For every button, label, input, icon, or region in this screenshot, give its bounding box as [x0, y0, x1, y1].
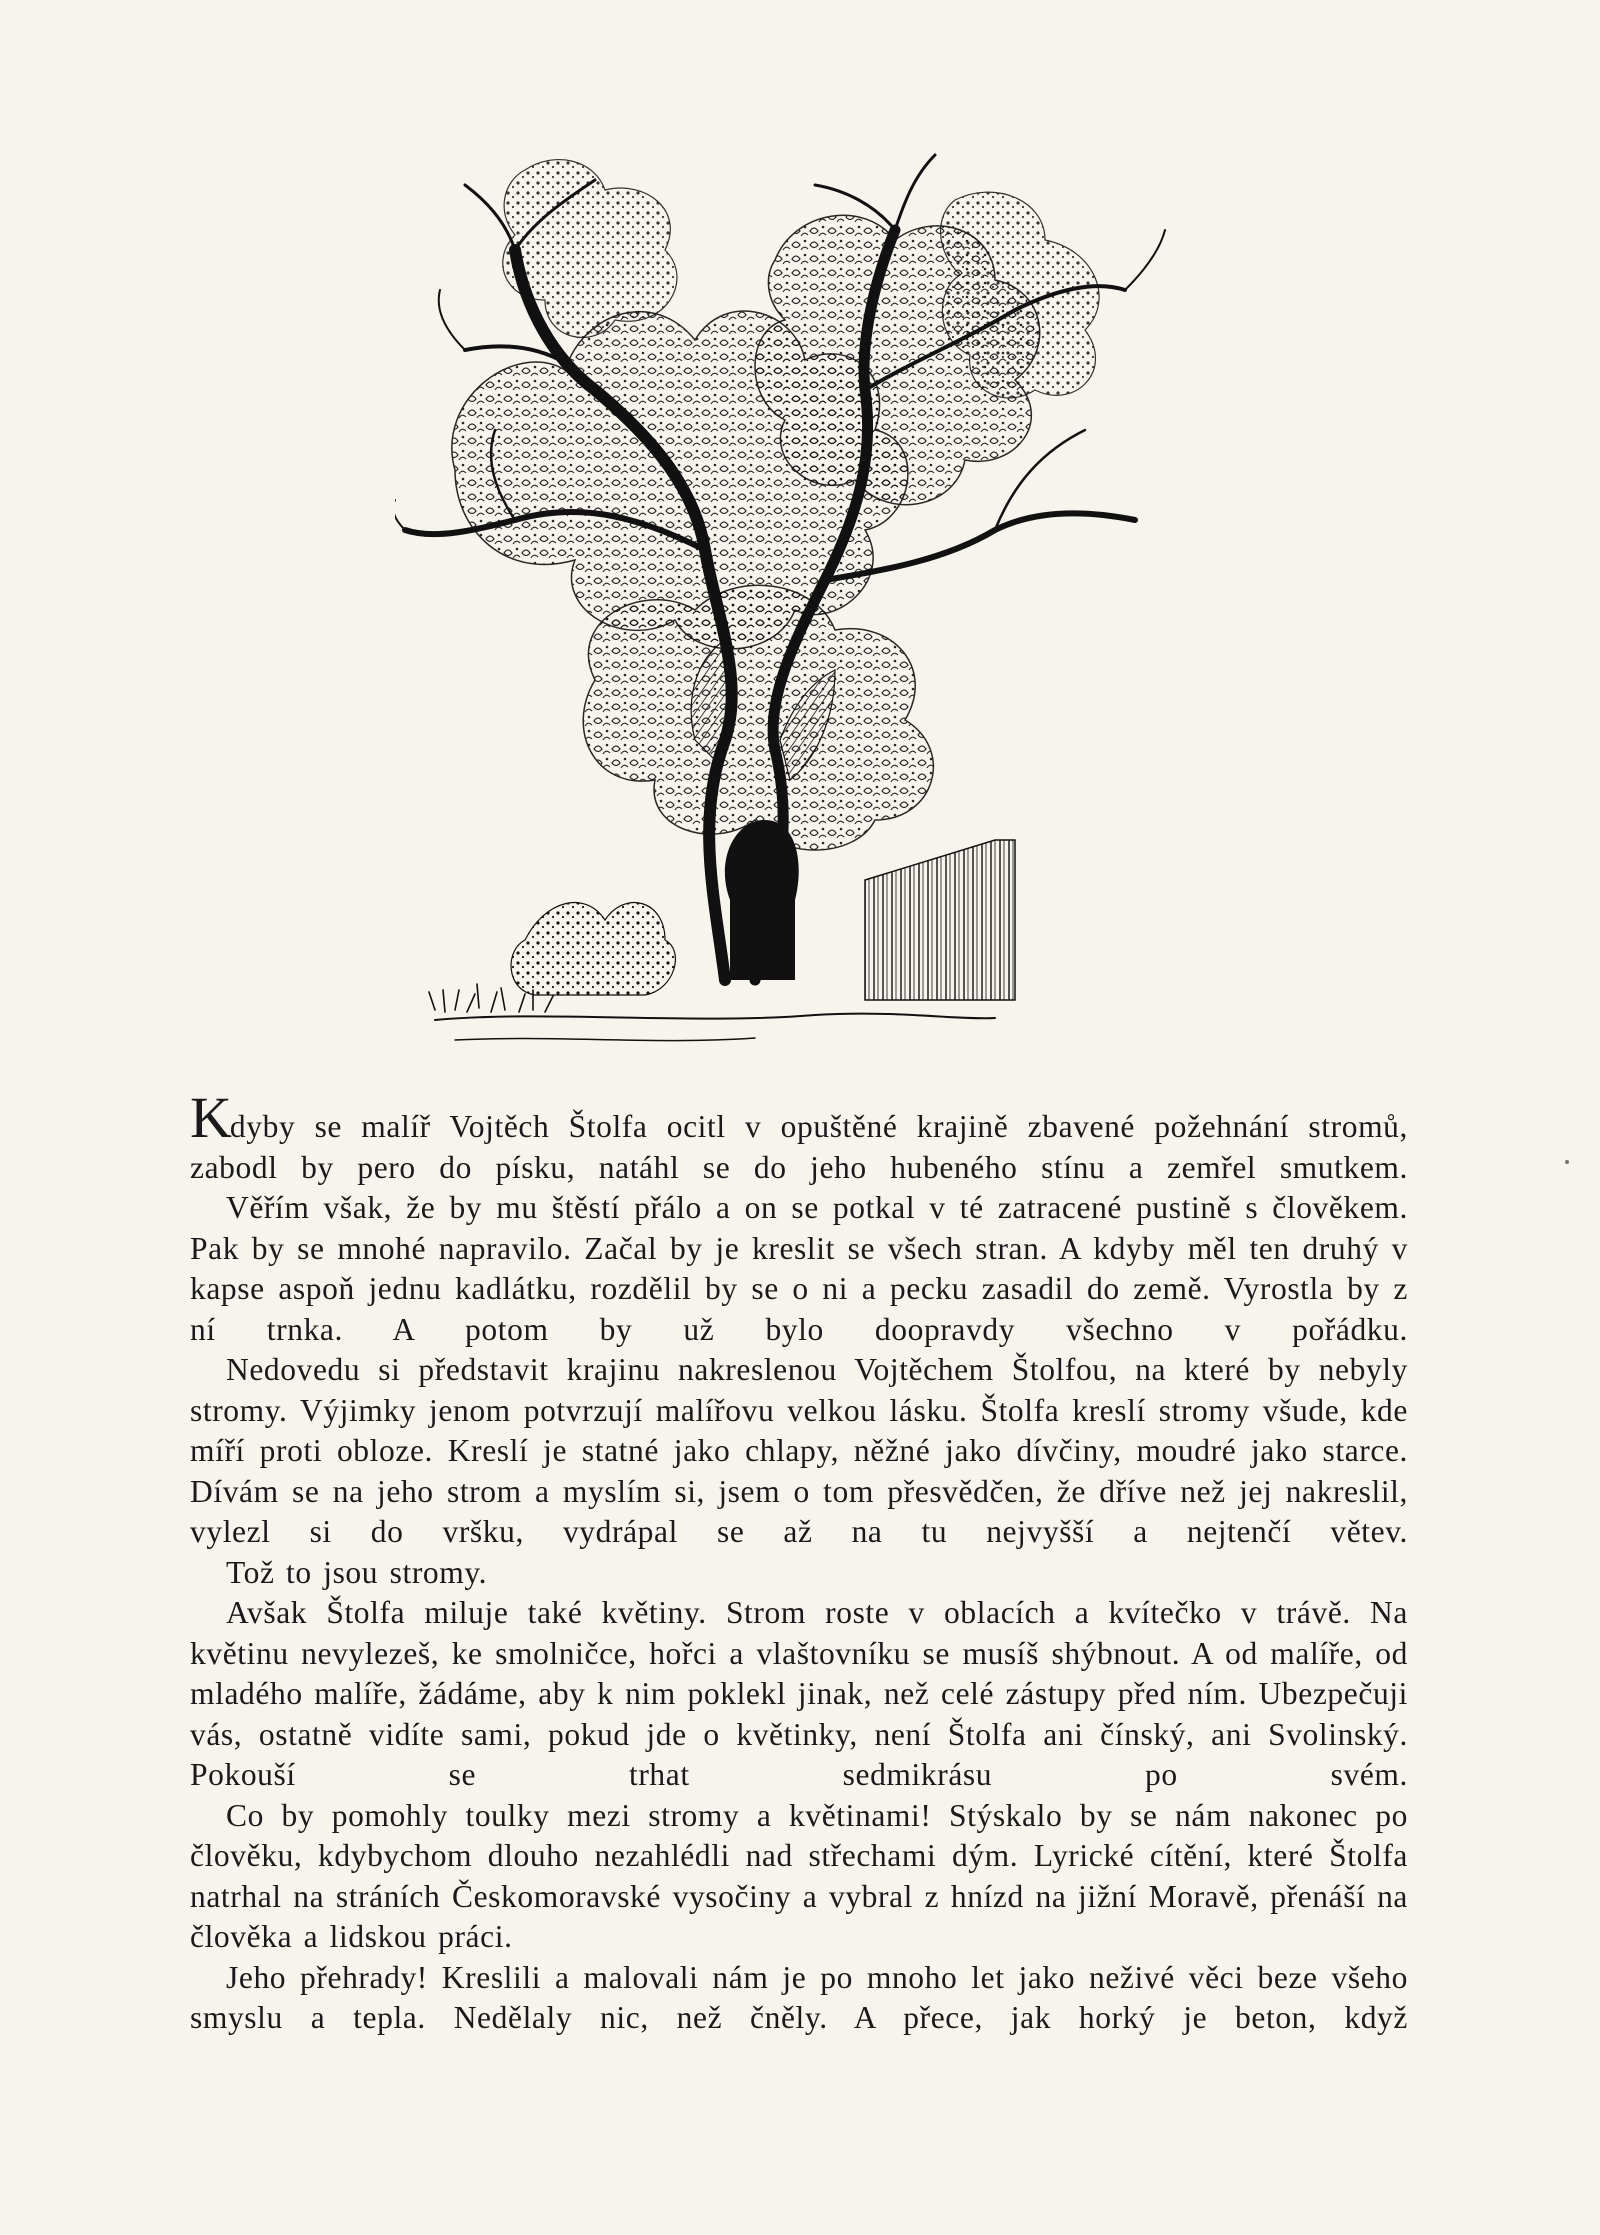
paragraph-1-text: dyby se malíř Vojtěch Štolfa ocitl v opuštěné krajině zbavené požehnání stromů, zabodl by pero do písku, natáhl se do jeho hubeného stínu a zemřel smutkem.	[190, 1109, 1408, 1185]
paragraph-5: Avšak Štolfa miluje také květiny. Strom roste v oblacích a kvítečko v trávě. Na květinu nevylezeš, ke smolničce, hořci a vlaštovníku se musíš shýbnout. A od malíře, od mladého malíře, žádáme, aby k nim poklekl jinak, než celé zástupy před ním. Ubezpečuji vás, ostatně vidíte sami, pokud jde o květinky, není Štolfa ani čínský, ani Svolinský. Pokouší se trhat sedmikrásu po svém.	[190, 1595, 1408, 1792]
drop-cap-letter: K	[190, 1085, 230, 1150]
paragraph-7: Jeho přehrady! Kreslili a malovali nám je po mnoho let jako neživé věci beze všeho smyslu a tepla. Nedělaly nic, než čněly. A přece, jak horký je beton, když	[190, 1959, 1408, 2035]
trunk-hollow	[725, 820, 799, 980]
paragraph-1	[190, 1085, 1408, 1188]
paragraph-3: Nedovedu si představit krajinu nakreslenou Vojtěchem Štolfou, na které by nebyly stromy. Výjimky jenom potvrzují malířovu velkou lásku. Štolfa kreslí stromy všude, kde míří proti obloze. Kreslí je statné jako chlapy, něžné jako dívčiny, moudré jako starce. Dívám se na jeho strom a myslím si, jsem o tom přesvědčen, že dříve než jej nakreslil, vylezl si do vršku, vydrápal se až na tu nejvyšší a nejtenčí větev.	[190, 1352, 1408, 1549]
paragraph-2: Věřím však, že by mu štěstí přálo a on se potkal v té zatracené pustině s člověkem. Pak by se mnohé napravilo. Začal by je kreslit se všech stran. A kdyby měl ten druhý v kapse aspoň jednu kadlátku, rozdělil by se o ni a pecku zasadil do země. Vyrostla by z ní trnka. A potom by už bylo doopravdy všechno v pořádku.	[190, 1190, 1408, 1347]
tree-drawing-svg	[395, 140, 1215, 1060]
paragraph-4: Tož to jsou stromy.	[226, 1554, 488, 1590]
article-text	[190, 1085, 1408, 2039]
paragraph-6: Co by pomohly toulky mezi stromy a květinami! Stýskalo by se nám nakonec po člověku, kdybychom dlouho nezahlédli nad střechami dým. Lyrické cítění, které Štolfa natrhal na stráních Českomoravské vysočiny a vybral z hnízd na jižní Moravě, přenáší na člověka a lidskou práci.	[190, 1797, 1408, 1954]
paper-speck	[1565, 1160, 1569, 1164]
wooden-fence	[865, 840, 1015, 1000]
tree-ink-drawing	[395, 140, 1215, 1060]
